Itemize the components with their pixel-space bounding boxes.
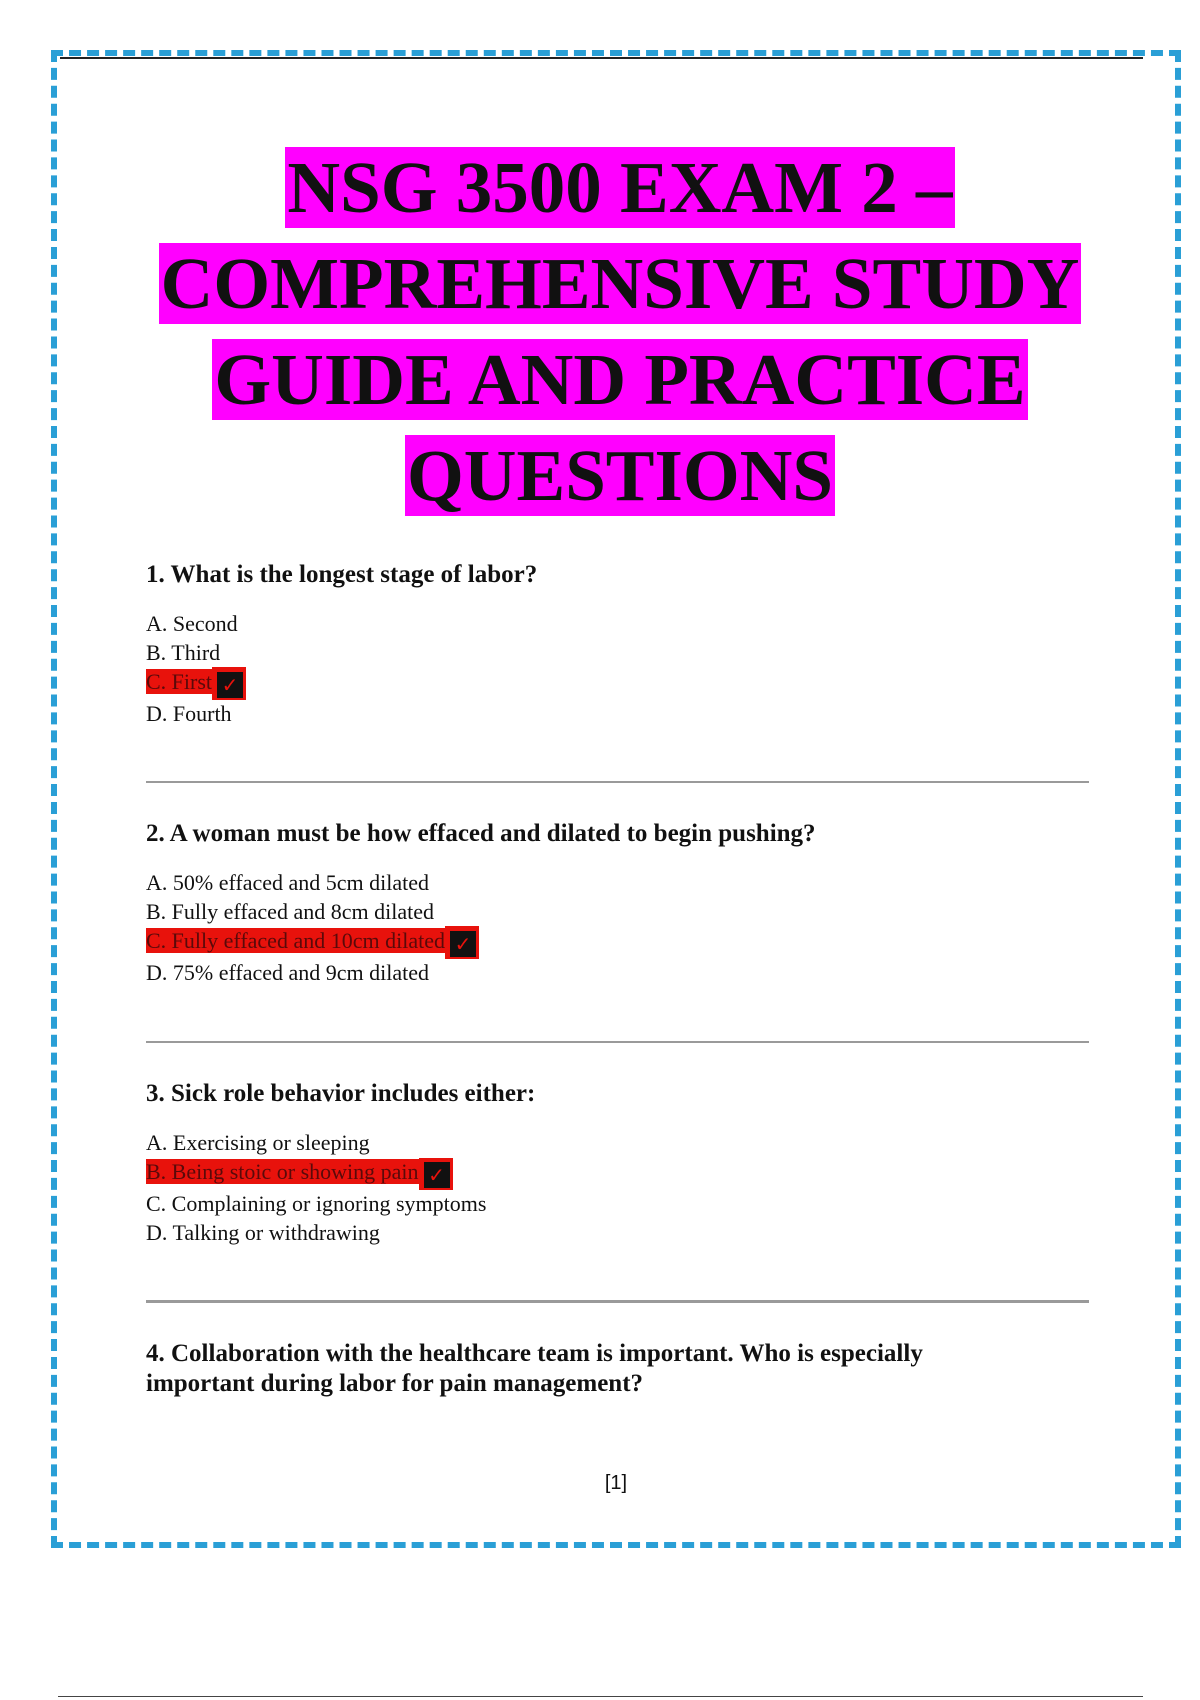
question-1 — [146, 560, 1106, 728]
question-4 — [146, 1339, 1026, 1419]
option-a: A. Second — [146, 611, 238, 636]
title-line-2: COMPREHENSIVE STUDY — [160, 243, 1080, 324]
question-divider — [146, 1041, 1089, 1043]
option-d: D. Talking or withdrawing — [146, 1219, 380, 1245]
title-line-3: GUIDE AND PRACTICE — [214, 339, 1026, 420]
question-text: 2. A woman must be how effaced and dilated to begin pushing? — [146, 820, 816, 847]
option-b: B. Third — [146, 639, 221, 665]
option-b: B. Fully effaced and 8cm dilated — [146, 898, 434, 924]
question-text: 4. Collaboration with the healthcare team is important. Who is especially important during labor for pain management? — [146, 1340, 923, 1397]
checkmark-icon: ✓ — [217, 672, 243, 698]
option-a: A. Exercising or sleeping — [146, 1130, 370, 1155]
option-c-correct: C. Fully effaced and 10cm dilated ✓ — [146, 926, 1106, 959]
title-line-4: QUESTIONS — [407, 435, 833, 516]
top-rule — [60, 57, 1143, 59]
option-d: D. 75% effaced and 9cm dilated — [146, 959, 430, 985]
option-d: D. Fourth — [146, 700, 232, 726]
option-c: C. Complaining or ignoring symptoms — [146, 1191, 487, 1217]
question-divider — [146, 781, 1089, 783]
question-divider — [146, 1300, 1089, 1303]
bottom-rule — [58, 1696, 1143, 1697]
question-3 — [146, 1079, 1106, 1247]
option-a: A. 50% effaced and 5cm dilated — [146, 870, 430, 895]
option-c-correct: C. First ✓ — [146, 667, 1106, 700]
page-number: [1] — [604, 1472, 628, 1494]
document-title — [100, 140, 1140, 524]
question-text: 1. What is the longest stage of labor? — [146, 561, 538, 588]
checkmark-icon: ✓ — [424, 1162, 450, 1188]
question-text: 3. Sick role behavior includes either: — [146, 1080, 536, 1107]
title-line-1: NSG 3500 EXAM 2 – — [287, 147, 953, 228]
checkmark-icon: ✓ — [450, 931, 476, 957]
question-2 — [146, 819, 1106, 987]
option-b-correct: B. Being stoic or showing pain ✓ — [146, 1158, 1106, 1191]
